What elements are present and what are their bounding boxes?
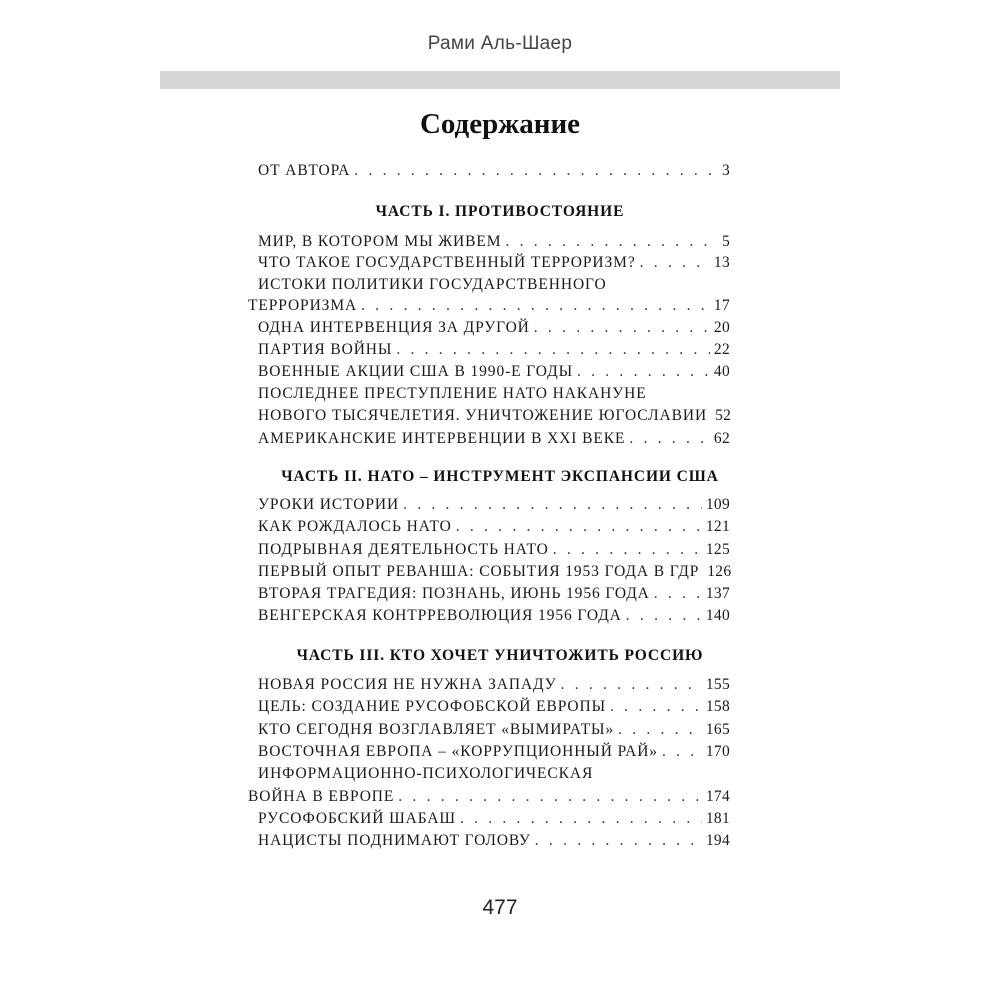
leader-dots [629, 430, 710, 448]
leader-dots [403, 496, 702, 514]
toc-entry-page: 22 [713, 341, 730, 358]
toc-entry-intro[interactable] [258, 162, 730, 184]
toc-entry-title: НОВАЯ РОССИЯ НЕ НУЖНА ЗАПАДУ [258, 676, 557, 693]
part-heading-3: ЧАСТЬ III. КТО ХОЧЕТ УНИЧТОЖИТЬ РОССИЮ [296, 647, 704, 664]
toc-entry[interactable] [248, 788, 730, 810]
toc-entry-page: 3 [721, 162, 730, 179]
toc-entry-page: 13 [713, 254, 730, 271]
toc-entry-title-line1[interactable]: ИНФОРМАЦИОННО-ПСИХОЛОГИЧЕСКАЯ [258, 765, 594, 782]
toc-entry-title: КАК РОЖДАЛОСЬ НАТО [258, 518, 452, 535]
toc-entry-title: ПАРТИЯ ВОЙНЫ [258, 341, 393, 358]
leader-dots [534, 319, 710, 337]
toc-entry[interactable] [258, 810, 730, 832]
toc-entry[interactable] [258, 563, 730, 585]
toc-entry-page: 140 [705, 607, 730, 624]
toc-entry[interactable] [258, 585, 730, 607]
toc-entry-title-line1[interactable]: ПОСЛЕДНЕЕ ПРЕСТУПЛЕНИЕ НАТО НАКАНУНЕ [258, 385, 647, 402]
toc-entry-title: НАЦИСТЫ ПОДНИМАЮТ ГОЛОВУ [258, 832, 531, 849]
toc-entry-title: ВОЕННЫЕ АКЦИИ США В 1990-Е ГОДЫ [258, 363, 573, 380]
toc-entry-page: 181 [705, 810, 730, 827]
toc-entry-title: УРОКИ ИСТОРИИ [258, 496, 400, 513]
toc-entry[interactable] [258, 407, 730, 429]
toc-entry[interactable] [258, 496, 730, 518]
toc-entry[interactable] [258, 233, 730, 255]
toc-entry-page: 62 [713, 430, 730, 447]
toc-entry-page: 155 [705, 676, 730, 693]
toc-entry-title: МИР, В КОТОРОМ МЫ ЖИВЕМ [258, 233, 502, 250]
leader-dots [535, 832, 702, 850]
toc-entry-page: 158 [705, 698, 730, 715]
toc-entry-title-line1[interactable]: ИСТОКИ ПОЛИТИКИ ГОСУДАРСТВЕННОГО [258, 276, 607, 293]
toc-entry-page: 126 [707, 563, 732, 580]
page-number: 477 [482, 896, 518, 919]
toc-entry[interactable] [258, 430, 730, 452]
toc-entry-title: РУСОФОБСКИЙ ШАБАШ [258, 810, 456, 827]
toc-entry-title: ОДНА ИНТЕРВЕНЦИЯ ЗА ДРУГОЙ [258, 319, 530, 336]
toc-entry[interactable] [248, 297, 730, 319]
toc-entry[interactable] [258, 607, 730, 629]
toc-entry[interactable] [258, 698, 730, 720]
part-heading-1: ЧАСТЬ I. ПРОТИВОСТОЯНИЕ [375, 203, 625, 220]
toc-entry-page: 165 [705, 721, 730, 738]
toc-entry[interactable] [258, 721, 730, 743]
toc-entry-page: 137 [705, 585, 730, 602]
toc-entry[interactable] [258, 319, 730, 341]
toc-entry-title: ВОСТОЧНАЯ ЕВРОПА – «КОРРУПЦИОННЫЙ РАЙ» [258, 743, 658, 760]
toc-entry[interactable] [258, 743, 730, 765]
running-head: Рами Аль-Шаер [427, 33, 573, 54]
toc-entry-page: 125 [705, 541, 730, 558]
leader-dots [640, 254, 710, 272]
toc-entry[interactable] [258, 832, 730, 854]
toc-entry[interactable] [258, 363, 730, 385]
toc-entry-title: ПОДРЫВНАЯ ДЕЯТЕЛЬНОСТЬ НАТО [258, 541, 549, 558]
toc-entry-title: ПЕРВЫЙ ОПЫТ РЕВАНША: СОБЫТИЯ 1953 ГОДА В ГДР [258, 563, 700, 580]
leader-dots [553, 541, 702, 559]
toc-entry[interactable] [258, 518, 730, 540]
leader-dots [505, 233, 718, 251]
toc-entry-page: 174 [705, 788, 730, 805]
toc-entry-title: АМЕРИКАНСКИЕ ИНТЕРВЕНЦИИ В XXI ВЕКЕ [258, 430, 626, 447]
toc-entry[interactable] [258, 341, 730, 363]
toc-entry-page: 20 [713, 319, 730, 336]
toc-entry-page: 5 [721, 233, 730, 250]
part-heading-2: ЧАСТЬ II. НАТО – ИНСТРУМЕНТ ЭКСПАНСИИ США [281, 468, 719, 485]
page-title: Содержание [419, 108, 581, 140]
toc-entry-page: 52 [715, 407, 732, 424]
toc-entry[interactable] [258, 254, 730, 276]
leader-dots [354, 162, 718, 180]
toc-entry-title: ВЕНГЕРСКАЯ КОНТРРЕВОЛЮЦИЯ 1956 ГОДА [258, 607, 622, 624]
toc-entry-title: КТО СЕГОДНЯ ВОЗГЛАВЛЯЕТ «ВЫМИРАТЫ» [258, 721, 615, 738]
toc-entry-page: 40 [713, 363, 730, 380]
leader-dots [577, 363, 710, 381]
leader-dots [361, 297, 710, 315]
leader-dots [460, 810, 702, 828]
leader-dots [456, 518, 702, 536]
toc-entry-page: 121 [705, 518, 730, 535]
toc-entry-title: ОТ АВТОРА [258, 162, 351, 179]
toc-entry-title-line2: НОВОГО ТЫСЯЧЕЛЕТИЯ. УНИЧТОЖЕНИЕ ЮГОСЛАВИИ [258, 407, 708, 424]
toc-entry-page: 17 [713, 297, 730, 314]
toc-entry-title: ЧТО ТАКОЕ ГОСУДАРСТВЕННЫЙ ТЕРРОРИЗМ? [258, 254, 636, 271]
leader-dots [610, 698, 702, 716]
toc-entry[interactable] [258, 541, 730, 563]
leader-dots [398, 788, 702, 806]
toc-entry-page: 109 [705, 496, 730, 513]
leader-dots [618, 721, 702, 739]
leader-dots [396, 341, 710, 359]
leader-dots [561, 676, 702, 694]
toc-entry[interactable] [258, 676, 730, 698]
toc-entry-title-line2: ТЕРРОРИЗМА [248, 297, 358, 314]
toc-entry-page: 194 [705, 832, 730, 849]
leader-dots [654, 585, 702, 603]
toc-entry-title-line2: ВОЙНА В ЕВРОПЕ [248, 788, 395, 805]
toc-entry-title: ВТОРАЯ ТРАГЕДИЯ: ПОЗНАНЬ, ИЮНЬ 1956 ГОДА [258, 585, 650, 602]
toc-entry-title: ЦЕЛЬ: СОЗДАНИЕ РУСОФОБСКОЙ ЕВРОПЫ [258, 698, 607, 715]
toc-entry-page: 170 [705, 743, 730, 760]
leader-dots [626, 607, 702, 625]
leader-dots [662, 743, 702, 761]
